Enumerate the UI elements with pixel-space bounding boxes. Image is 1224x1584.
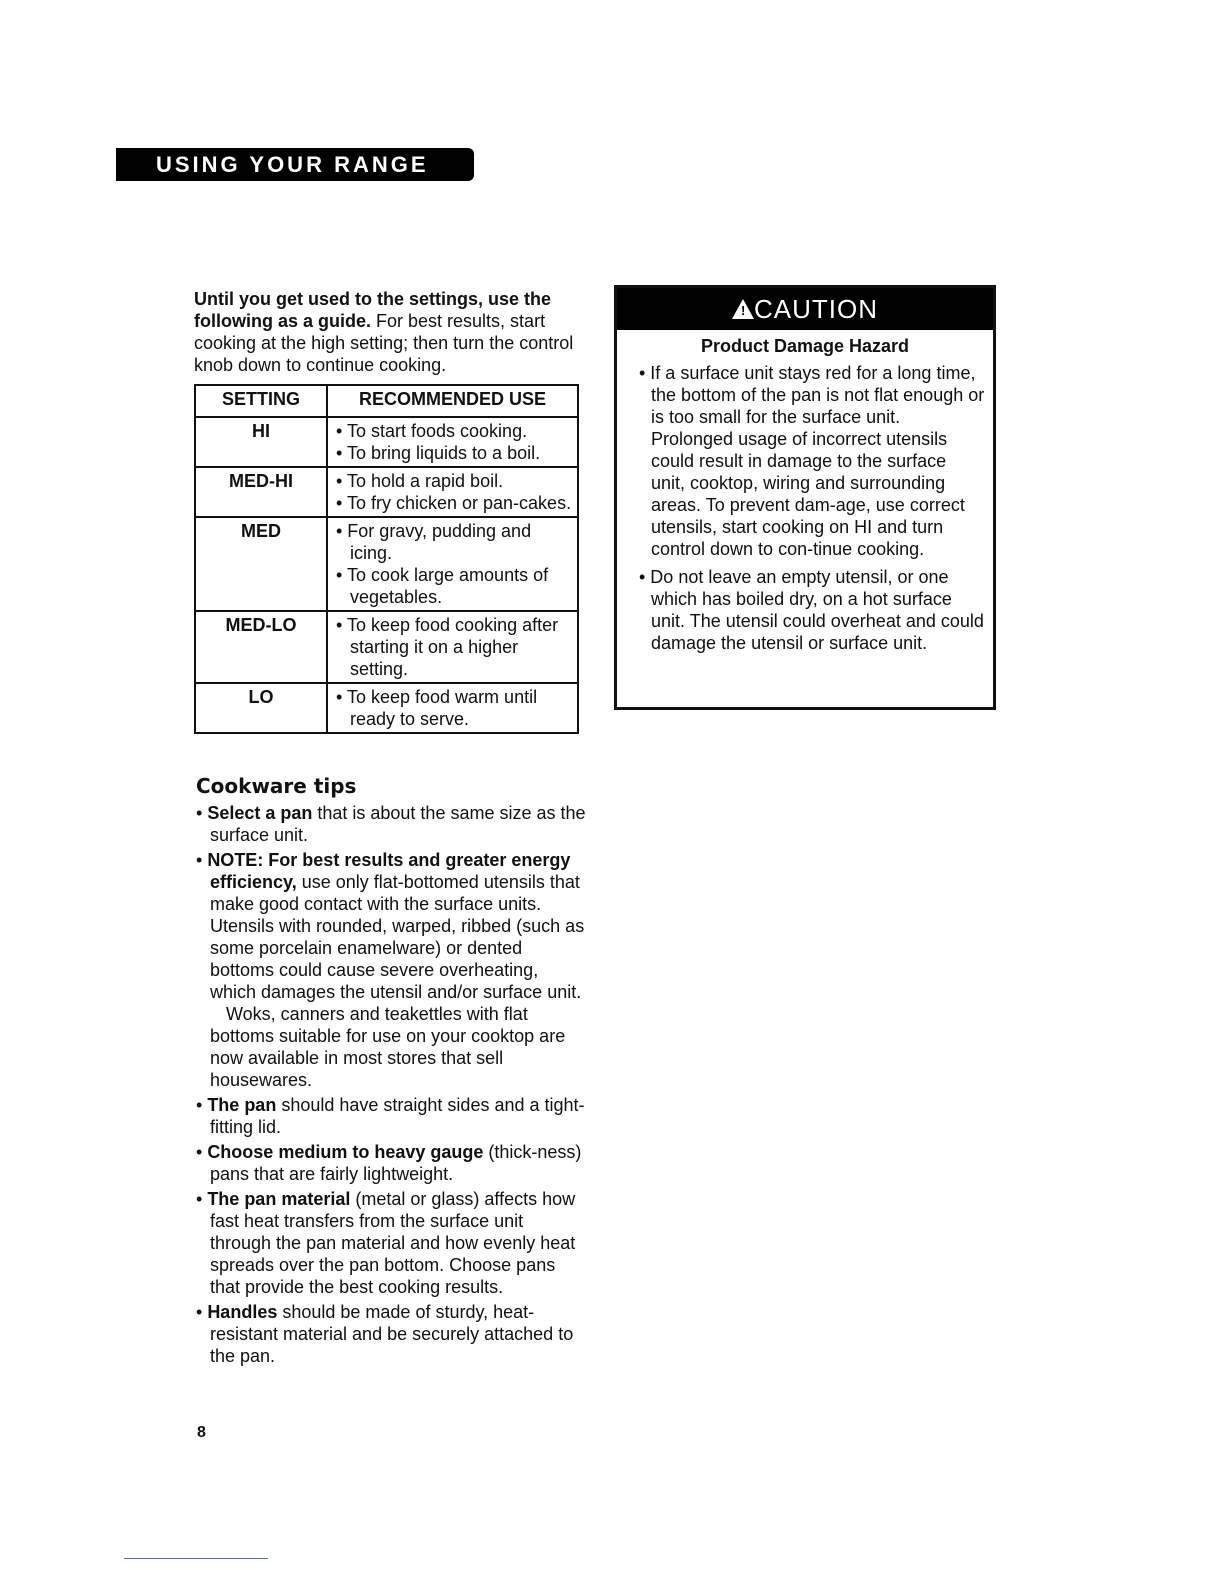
- use-item: • To keep food cooking after starting it on a higher setting.: [336, 615, 559, 679]
- use-item: • To bring liquids to a boil.: [336, 443, 541, 463]
- setting-cell: MED-LO: [195, 611, 327, 683]
- use-cell: [327, 517, 578, 611]
- tip-text: should be made of sturdy, heat-resistant material and be securely attached to the pan.: [210, 1302, 574, 1366]
- use-item: • To cook large amounts of vegetables.: [336, 565, 549, 607]
- list-item: • Select a pan that is about the same size as the surface unit.: [196, 803, 586, 845]
- caution-list: [637, 362, 985, 660]
- caution-box: [614, 285, 996, 710]
- setting-cell: MED: [195, 517, 327, 611]
- use-item: • For gravy, pudding and icing.: [336, 521, 532, 563]
- list-item: • Choose medium to heavy gauge (thick-ness) pans that are fairly lightweight.: [196, 1142, 582, 1184]
- caution-header: [617, 288, 993, 330]
- cookware-tips-list: [196, 802, 586, 1370]
- intro-bold: Until you get used to the settings, use the following as a guide.: [194, 289, 552, 331]
- header-setting: SETTING: [195, 385, 327, 417]
- tip-text: (metal or glass) affects how fast heat transfers from the surface unit through the pan material and how evenly heat spreads over the pan bottom. Choose pans that provide the best cooking results.: [210, 1189, 576, 1297]
- tip-text: should have straight sides and a tight-fitting lid.: [210, 1095, 585, 1137]
- use-cell: [327, 417, 578, 467]
- hazard-title: Product Damage Hazard: [700, 336, 910, 356]
- list-item: • Do not leave an empty utensil, or one which has boiled dry, on a hot surface unit. The utensil could overheat and could damage the utensil or surface unit.: [639, 567, 984, 653]
- table-row: [195, 683, 578, 733]
- use-item: • To start foods cooking.: [336, 421, 528, 441]
- bottom-divider: [124, 1558, 268, 1559]
- section-banner: USING YOUR RANGE: [116, 148, 468, 181]
- tip-text: (thick-ness) pans that are fairly lightweight.: [210, 1142, 582, 1184]
- use-item: • To fry chicken or pan-cakes.: [336, 493, 572, 513]
- intro-text: For best results, start cooking at the high setting; then turn the control knob down to continue cooking.: [194, 311, 574, 375]
- setting-cell: HI: [195, 417, 327, 467]
- setting-cell: MED-HI: [195, 467, 327, 517]
- table-header-row: [195, 385, 578, 417]
- tip-bold: NOTE: For best results and greater energy efficiency,: [207, 850, 571, 892]
- header-recommended-use: RECOMMENDED USE: [327, 385, 578, 417]
- tip-bold: The pan material: [207, 1189, 351, 1209]
- tip-text: use only flat-bottomed utensils that make good contact with the surface units. Utensils with rounded, warped, ribbed (such as some porcelain enamelware) or dented bottoms could cause severe overheating, which damages the utensil and/or surface unit.: [210, 872, 585, 1002]
- tip-bold: The pan: [207, 1095, 277, 1115]
- table-row: [195, 417, 578, 467]
- table-row: [195, 611, 578, 683]
- table-row: [195, 467, 578, 517]
- tip-bold: Choose medium to heavy gauge: [207, 1142, 484, 1162]
- list-item: • NOTE: For best results and greater energy efficiency, use only flat-bottomed utensils that make good contact with the surface units. Utensils with rounded, warped, ribbed (such as some porcelain enamelware) or dented bottoms could cause severe overheating, which damages the utensil and/or surface unit. Woks, canners and teakettles with flat bottoms suitable for use on your cooktop are now available in most stores that sell housewares.: [196, 850, 585, 1090]
- settings-table: [194, 384, 579, 734]
- table-row: [195, 517, 578, 611]
- use-cell: [327, 683, 578, 733]
- list-item: • The pan should have straight sides and a tight-fitting lid.: [196, 1095, 585, 1137]
- warning-triangle-icon: !: [732, 299, 754, 319]
- cookware-tips-heading: Cookware tips: [196, 774, 357, 798]
- tip-text: that is about the same size as the surface unit.: [210, 803, 586, 845]
- use-item: • To keep food warm until ready to serve.: [336, 687, 538, 729]
- intro-paragraph: [194, 288, 579, 376]
- list-item: • The pan material (metal or glass) affects how fast heat transfers from the surface unit through the pan material and how evenly heat spreads over the pan bottom. Choose pans that provide the best cooking results.: [196, 1189, 576, 1297]
- page-number: 8: [197, 1424, 206, 1441]
- list-item: • Handles should be made of sturdy, heat-resistant material and be securely attached to the pan.: [196, 1302, 574, 1366]
- caution-title: CAUTION: [754, 294, 878, 324]
- tip-bold: Select a pan: [207, 803, 313, 823]
- use-cell: [327, 467, 578, 517]
- tip-bold: Handles: [207, 1302, 278, 1322]
- use-cell: [327, 611, 578, 683]
- tip-subparagraph: Woks, canners and teakettles with flat bottoms suitable for use on your cooktop are now available in most stores that sell housewares.: [210, 1004, 566, 1090]
- setting-cell: LO: [195, 683, 327, 733]
- list-item: • If a surface unit stays red for a long time, the bottom of the pan is not flat enough or is too small for the surface unit. Prolonged usage of incorrect utensils could result in damage to the surface unit, cooktop, wiring and surrounding areas. To prevent dam-age, use correct utensils, start cooking on HI and turn control down to con-tinue cooking.: [639, 363, 985, 559]
- section-banner-tip: [466, 148, 474, 181]
- use-item: • To hold a rapid boil.: [336, 471, 504, 491]
